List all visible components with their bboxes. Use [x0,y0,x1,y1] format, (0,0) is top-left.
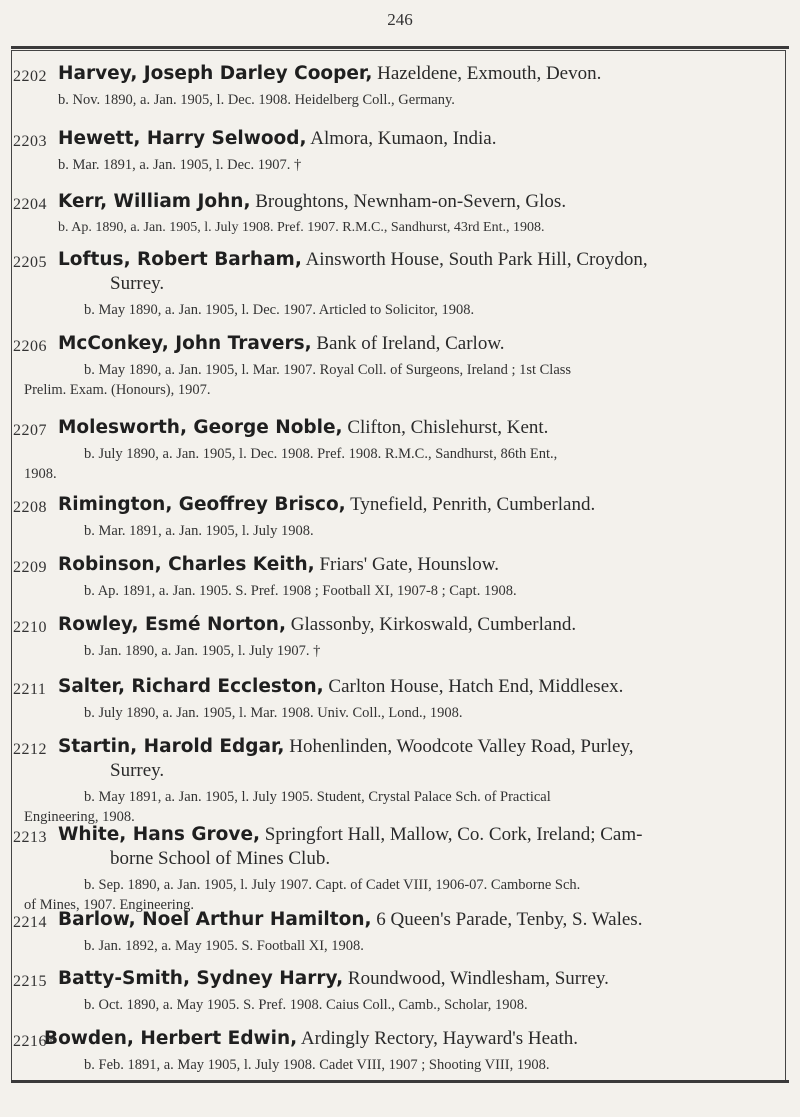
entry-number: 2211 [13,681,47,698]
entry-details [58,155,780,175]
entry-details-line: Prelim. Exam. (Honours), 1907. [24,382,211,398]
entry-headline [44,1027,780,1051]
register-entry [0,127,800,190]
entry-name: Startin, Harold Edgar, [58,736,285,757]
entry-details-line: b. Mar. 1891, a. Jan. 1905, l. Dec. 1907. † [58,157,302,173]
entry-headline [58,127,780,151]
entry-number: 2207 [13,422,47,439]
entry-headline [58,248,780,296]
register-entry [0,493,800,553]
entry-name: Robinson, Charles Keith, [58,554,315,575]
entry-headline [58,553,780,577]
entry-address: 6 Queen's Parade, Tenby, S. Wales. [371,909,643,930]
entry-details-line: b. Nov. 1890, a. Jan. 1905, l. Dec. 1908. Heidelberg Coll., Germany. [58,92,455,108]
entry-address: Carlton House, Hatch End, Middlesex. [323,676,624,697]
entry-number: 2214 [13,914,47,931]
entry-address: Glassonby, Kirkoswald, Cumberland. [286,614,577,635]
entry-address: Hazeldene, Exmouth, Devon. [372,63,602,84]
entry-details-line: b. Jan. 1890, a. Jan. 1905, l. July 1907. † [84,643,321,659]
register-entry [0,613,800,675]
entry-details-line: b. May 1891, a. Jan. 1905, l. July 1905. Student, Crystal Palace Sch. of Practical [84,789,551,805]
entry-number: 2206 [13,338,47,355]
register-entry [0,967,800,1027]
entry-name: McConkey, John Travers, [58,333,312,354]
entry-name: White, Hans Grove, [58,824,261,845]
entry-address: Ainsworth House, South Park Hill, Croydon, [301,249,648,270]
entry-name: Bowden, Herbert Edwin, [44,1028,298,1049]
entry-details [24,360,780,400]
entry-details [58,703,780,723]
entry-address: Broughtons, Newnham-on-Severn, Glos. [250,191,567,212]
entry-details-line: b. Ap. 1891, a. Jan. 1905. S. Pref. 1908 ; Football XI, 1907-8 ; Capt. 1908. [84,583,517,599]
entry-details [58,218,780,238]
register-entry [0,553,800,613]
register-entry [0,190,800,248]
entry-details-line: b. Sep. 1890, a. Jan. 1905, l. July 1907. Capt. of Cadet VIII, 1906-07. Camborne Sch. [84,877,581,893]
entry-headline [58,62,780,86]
entry-headline [58,416,780,440]
entry-number: 2215 [13,973,47,990]
entry-headline [58,908,780,932]
entry-headline [58,967,780,991]
entry-name: Barlow, Noel Arthur Hamilton, [58,909,372,930]
entry-details-line: b. Jan. 1892, a. May 1905. S. Football XI, 1908. [84,938,364,954]
entry-name: Hewett, Harry Selwood, [58,128,307,149]
entry-headline [58,190,780,214]
entry-address: Ardingly Rectory, Hayward's Heath. [297,1028,578,1049]
entry-details-line: b. Mar. 1891, a. Jan. 1905, l. July 1908. [84,523,314,539]
entry-headline [58,675,780,699]
entry-address: Tynefield, Penrith, Cumberland. [345,494,596,515]
entry-address: Springfort Hall, Mallow, Co. Cork, Ireland; Cam- [260,824,643,845]
entry-address: Bank of Ireland, Carlow. [311,333,505,354]
entry-details-line: b. Oct. 1890, a. May 1905. S. Pref. 1908. Caius Coll., Camb., Scholar, 1908. [84,997,528,1013]
entry-address: Clifton, Chislehurst, Kent. [342,417,549,438]
entry-details [24,444,780,484]
entry-name: Harvey, Joseph Darley Cooper, [58,63,373,84]
entry-name: Rowley, Esmé Norton, [58,614,287,635]
entry-name: Loftus, Robert Barham, [58,249,302,270]
entry-address: Roundwood, Windlesham, Surrey. [343,968,609,989]
entry-details [58,936,780,956]
entry-number: 2216* [13,1033,56,1050]
entry-headline [58,735,780,783]
entry-name: Rimington, Geoffrey Brisco, [58,494,346,515]
entry-name: Batty-Smith, Sydney Harry, [58,968,344,989]
entry-address: Friars' Gate, Hounslow. [314,554,499,575]
register-entry [0,332,800,416]
entry-number: 2204 [13,196,47,213]
entry-details [58,641,780,661]
entry-number: 2205 [13,254,47,271]
entry-details-line: b. July 1890, a. Jan. 1905, l. Mar. 1908. Univ. Coll., Lond., 1908. [84,705,463,721]
entry-headline [58,332,780,356]
entry-headline [58,613,780,637]
entry-details [58,1055,780,1075]
entry-number: 2212 [13,741,47,758]
entry-details-line: b. Feb. 1891, a. May 1905, l. July 1908. Cadet VIII, 1907 ; Shooting VIII, 1908. [84,1057,550,1073]
entry-details [24,787,780,827]
entry-address: Hohenlinden, Woodcote Valley Road, Purley, [284,736,634,757]
entry-number: 2210 [13,619,47,636]
entry-details-line: 1908. [24,466,57,482]
entry-number: 2203 [13,133,47,150]
entry-name: Molesworth, George Noble, [58,417,343,438]
register-entry [0,675,800,735]
entry-headline [58,493,780,517]
entry-details-line: b. May 1890, a. Jan. 1905, l. Mar. 1907. Royal Coll. of Surgeons, Ireland ; 1st Class [84,362,572,378]
entry-details [58,90,780,110]
register-entry [0,416,800,493]
entry-address-continued: Surrey. [110,760,165,781]
entry-details [58,581,780,601]
entry-name: Kerr, William John, [58,191,251,212]
entry-number: 2213 [13,829,47,846]
entry-headline [58,823,780,871]
entry-details-line: b. July 1890, a. Jan. 1905, l. Dec. 1908. Pref. 1908. R.M.C., Sandhurst, 86th Ent., [84,446,558,462]
entry-address-continued: borne School of Mines Club. [110,848,331,869]
register-entry [0,908,800,967]
register-entry [0,735,800,823]
entry-number: 2202 [13,68,47,85]
entry-address-continued: Surrey. [110,273,165,294]
entry-details [58,995,780,1015]
register-entry [0,823,800,913]
register-entry [0,1027,800,1087]
top-rule [11,46,789,49]
entry-details-line: Engineering, 1908. [24,809,135,825]
register-entry [0,62,800,127]
entry-details [58,300,780,320]
entry-number: 2208 [13,499,47,516]
page-number: 246 [387,10,413,29]
entry-details-line: of Mines, 1907. Engineering. [24,897,194,913]
entry-number: 2209 [13,559,47,576]
entry-details [58,521,780,541]
register-entry [0,248,800,332]
entry-address: Almora, Kumaon, India. [306,128,497,149]
entry-details-line: b. Ap. 1890, a. Jan. 1905, l. July 1908. Pref. 1907. R.M.C., Sandhurst, 43rd Ent., 1908. [58,220,545,235]
register-entries [0,62,800,1087]
entry-details-line: b. May 1890, a. Jan. 1905, l. Dec. 1907. Articled to Solicitor, 1908. [84,302,475,318]
entry-name: Salter, Richard Eccleston, [58,676,324,697]
